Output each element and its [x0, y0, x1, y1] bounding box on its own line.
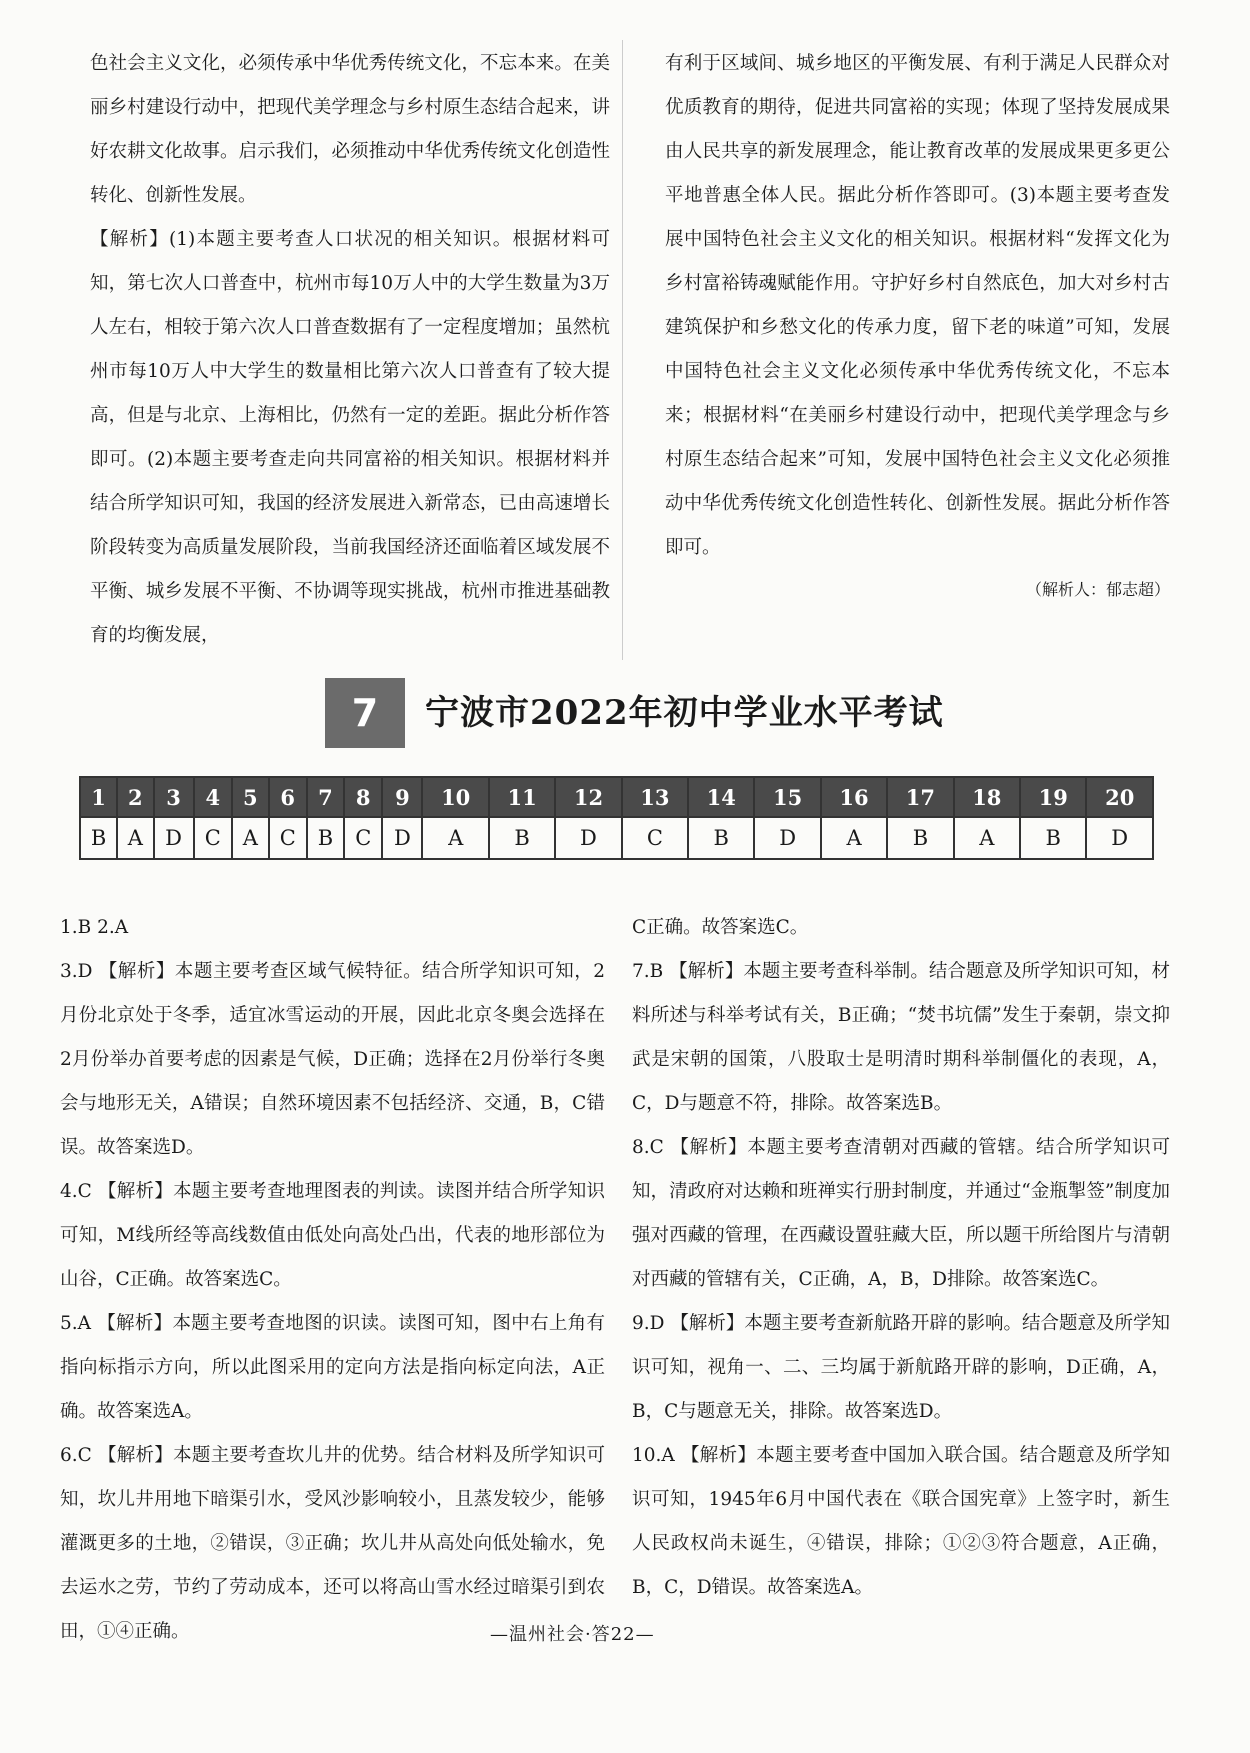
- question-number: 8: [344, 777, 382, 817]
- answer-letter: B: [80, 817, 117, 859]
- answer-letter: D: [382, 817, 422, 859]
- answer-letter: D: [555, 817, 621, 859]
- top-right-column: [665, 42, 1170, 610]
- page-footer: —温州社会·答22—: [490, 1624, 655, 1645]
- question-number: 14: [688, 777, 754, 817]
- signature: （解析人：郁志超）: [1025, 580, 1170, 599]
- question-number: 3: [154, 777, 194, 817]
- answer-letters-row: [80, 817, 1153, 859]
- question-number: 10: [422, 777, 488, 817]
- answer-item: 1.B 2.A: [60, 917, 129, 938]
- question-number: 7: [307, 777, 344, 817]
- answer-letter: A: [117, 817, 154, 859]
- section-number: 7: [325, 678, 405, 748]
- answer-item: 4.C 【解析】本题主要考查地理图表的判读。读图并结合所学知识可知，M线所经等高线数值由低处向高处凸出，代表的地形部位为山谷，C正确。故答案选C。: [60, 1181, 605, 1290]
- answer-table: [79, 776, 1154, 860]
- answer-letter: D: [154, 817, 194, 859]
- question-number: 16: [821, 777, 887, 817]
- question-number: 4: [194, 777, 232, 817]
- paragraph: 有利于区域间、城乡地区的平衡发展、有利于满足人民群众对优质教育的期待，促进共同富裕的实现；体现了坚持发展成果由人民共享的新发展理念，能让教育改革的发展成果更多更公平地普惠全体人民。据此分析作答即可。(3)本题主要考查发展中国特色社会主义文化的相关知识。根据材料“发挥文化为乡村富裕铸魂赋能作用。守护好乡村自然底色，加大对乡村古建筑保护和乡愁文化的传承力度，留下老的味道”可知，发展中国特色社会主义文化必须传承中华优秀传统文化，不忘本来；根据材料“在美丽乡村建设行动中，把现代美学理念与乡村原生态结合起来”可知，发展中国特色社会主义文化必须推动中华优秀传统文化创造性转化、创新性发展。据此分析作答即可。: [665, 53, 1170, 558]
- answer-letter: A: [821, 817, 887, 859]
- answer-letter: B: [1020, 817, 1086, 859]
- question-number: 2: [117, 777, 154, 817]
- question-number: 13: [622, 777, 688, 817]
- answer-letter: A: [422, 817, 488, 859]
- question-number: 6: [269, 777, 307, 817]
- answer-item: 6.C 【解析】本题主要考查坎儿井的优势。结合材料及所学知识可知，坎儿井用地下暗渠引水，受风沙影响较小，且蒸发较少，能够灌溉更多的土地，②错误，③正确；坎儿井从高处向低处输水，免去运水之劳，节约了劳动成本，还可以将高山雪水经过暗渠引到农田，①④正确。: [60, 1445, 605, 1642]
- column-divider: [622, 40, 623, 660]
- question-number: 11: [489, 777, 555, 817]
- answer-letter: D: [1086, 817, 1153, 859]
- paragraph: 色社会主义文化，必须传承中华优秀传统文化，不忘本来。在美丽乡村建设行动中，把现代美学理念与乡村原生态结合起来，讲好农耕文化故事。启示我们，必须推动中华优秀传统文化创造性转化、创新性发展。: [90, 53, 610, 206]
- answer-item: 7.B 【解析】本题主要考查科举制。结合题意及所学知识可知，材料所述与科举考试有关，B正确；“焚书坑儒”发生于秦朝，崇文抑武是宋朝的国策，八股取士是明清时期科举制僵化的表现，A，C，D与题意不符，排除。故答案选B。: [632, 961, 1170, 1114]
- answer-item: 5.A 【解析】本题主要考查地图的识读。读图可知，图中右上角有指向标指示方向，所以此图采用的定向方法是指向标定向法，A正确。故答案选A。: [60, 1313, 605, 1422]
- answer-letter: B: [489, 817, 555, 859]
- answer-item: C正确。故答案选C。: [632, 917, 809, 938]
- answer-letter: C: [194, 817, 232, 859]
- answer-letter: B: [887, 817, 953, 859]
- answer-item: 10.A 【解析】本题主要考查中国加入联合国。结合题意及所学知识可知，1945年6月中国代表在《联合国宪章》上签字时，新生人民政权尚未诞生，④错误，排除；①②③符合题意，A正确，B，C，D错误。故答案选A。: [632, 1445, 1170, 1598]
- answer-letter: C: [622, 817, 688, 859]
- question-number: 9: [382, 777, 422, 817]
- bottom-right-column: [632, 906, 1170, 1610]
- question-number: 12: [555, 777, 621, 817]
- bottom-left-column: [60, 906, 605, 1654]
- section-title: 宁波市2022年初中学业水平考试: [425, 693, 944, 733]
- answer-letter: C: [344, 817, 382, 859]
- question-number: 15: [754, 777, 820, 817]
- answer-letter: A: [954, 817, 1020, 859]
- answer-letter: C: [269, 817, 307, 859]
- paragraph: 【解析】(1)本题主要考查人口状况的相关知识。根据材料可知，第七次人口普查中，杭州市每10万人中的大学生数量为3万人左右，相较于第六次人口普查数据有了一定程度增加；虽然杭州市每10万人中大学生的数量相比第六次人口普查有了较大提高，但是与北京、上海相比，仍然有一定的差距。据此分析作答即可。(2)本题主要考查走向共同富裕的相关知识。根据材料并结合所学知识可知，我国的经济发展进入新常态，已由高速增长阶段转变为高质量发展阶段，当前我国经济还面临着区域发展不平衡、城乡发展不平衡、不协调等现实挑战，杭州市推进基础教育的均衡发展，: [90, 229, 610, 646]
- question-number: 18: [954, 777, 1020, 817]
- answer-letter: D: [754, 817, 820, 859]
- answer-item: 3.D 【解析】本题主要考查区域气候特征。结合所学知识可知，2月份北京处于冬季，适宜冰雪运动的开展，因此北京冬奥会选择在2月份举办首要考虑的因素是气候，D正确；选择在2月份举行冬奥会与地形无关，A错误；自然环境因素不包括经济、交通，B，C错误。故答案选D。: [60, 961, 605, 1158]
- question-number: 20: [1086, 777, 1153, 817]
- answer-letter: B: [688, 817, 754, 859]
- question-number: 1: [80, 777, 117, 817]
- top-left-column: [90, 42, 610, 658]
- question-number: 17: [887, 777, 953, 817]
- question-number: 19: [1020, 777, 1086, 817]
- question-number: 5: [232, 777, 269, 817]
- answer-item: 9.D 【解析】本题主要考查新航路开辟的影响。结合题意及所学知识可知，视角一、二、三均属于新航路开辟的影响，D正确，A，B，C与题意无关，排除。故答案选D。: [632, 1313, 1170, 1422]
- answer-item: 8.C 【解析】本题主要考查清朝对西藏的管辖。结合所学知识可知，清政府对达赖和班禅实行册封制度，并通过“金瓶掣签”制度加强对西藏的管理，在西藏设置驻藏大臣，所以题干所给图片与清朝对西藏的管辖有关，C正确，A，B，D排除。故答案选C。: [632, 1137, 1170, 1290]
- answer-numbers-row: [80, 777, 1153, 817]
- answer-letter: A: [232, 817, 269, 859]
- answer-letter: B: [307, 817, 344, 859]
